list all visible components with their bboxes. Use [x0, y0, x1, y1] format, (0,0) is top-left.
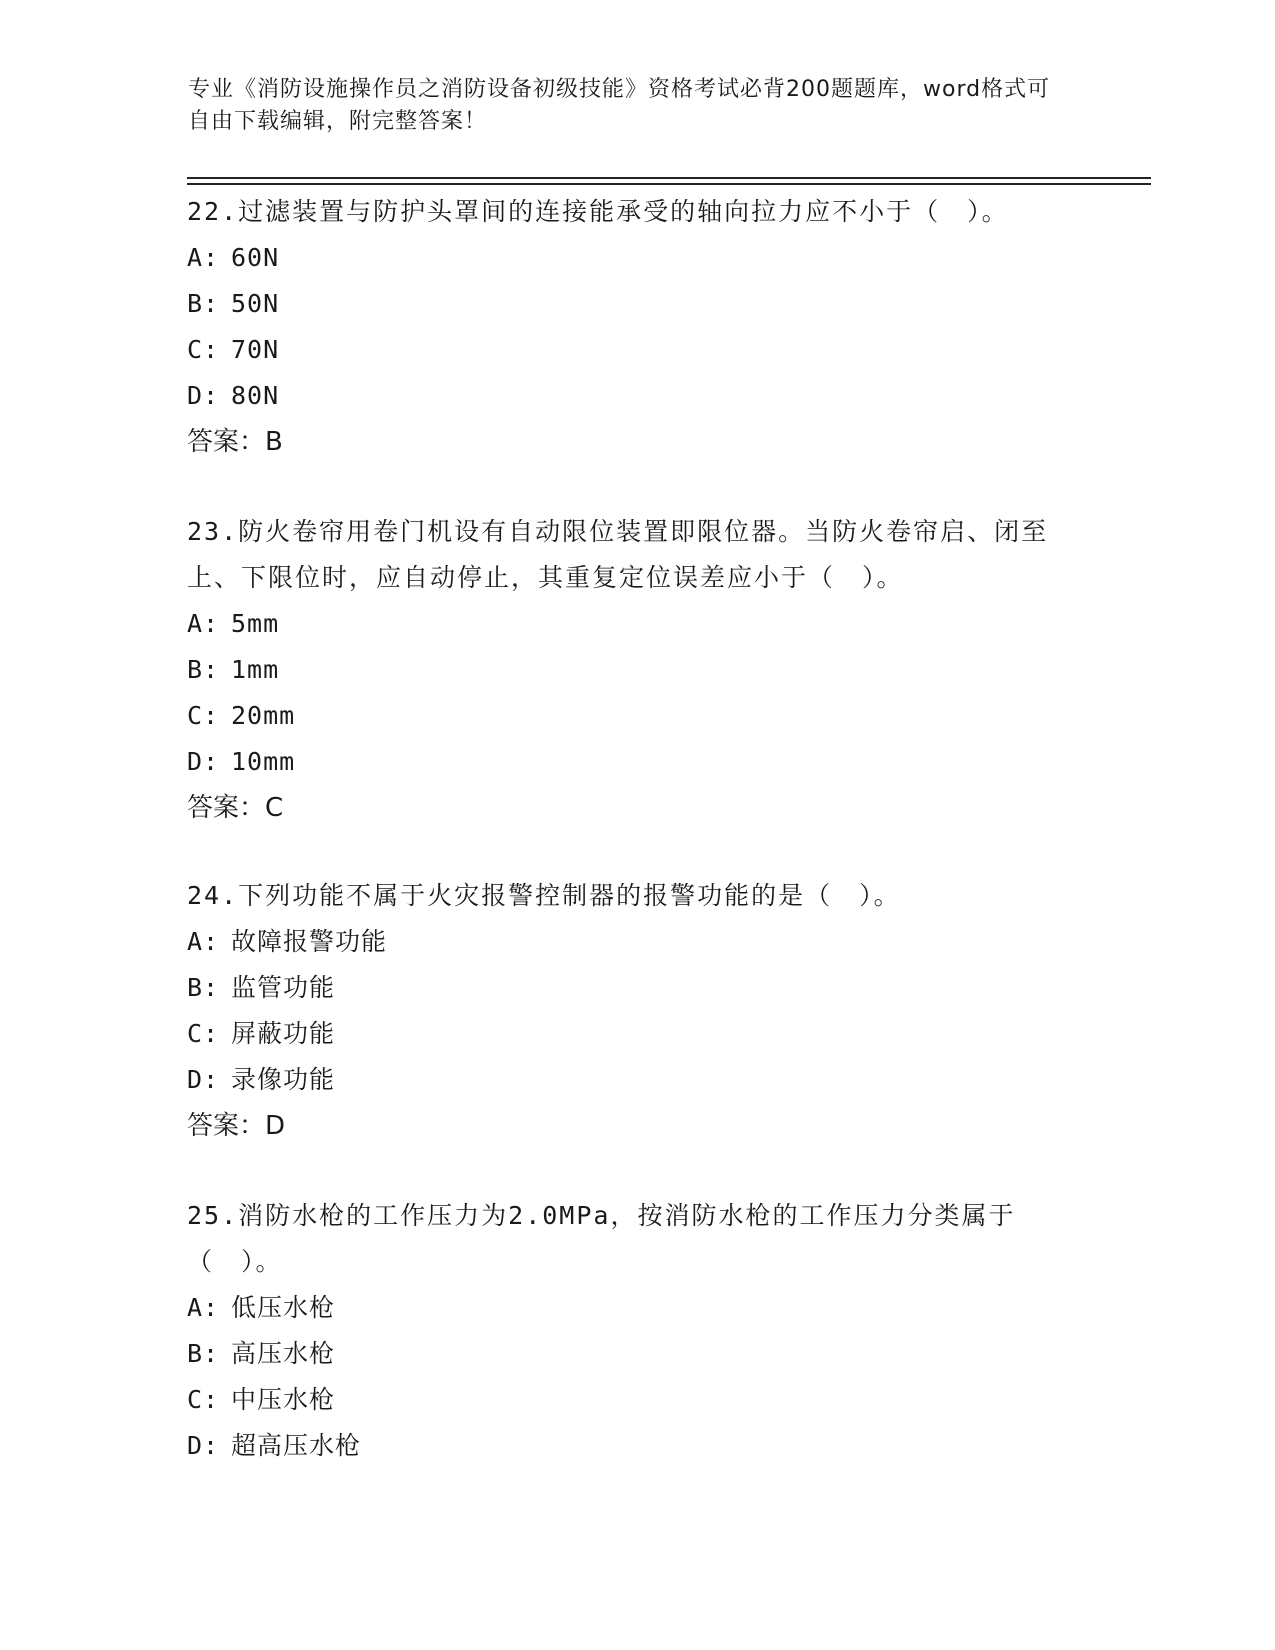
answer-line: 答案：D: [187, 1111, 286, 1141]
option-text: 录像功能: [231, 1065, 336, 1094]
option-a: [187, 919, 1087, 965]
option-text: 80N: [231, 381, 280, 410]
question-stem: 24.下列功能不属于火灾报警控制器的报警功能的是（ ）。: [187, 881, 901, 910]
option-text: 超高压水枪: [231, 1431, 362, 1460]
header-divider-bottom: [187, 183, 1151, 185]
option-c: [187, 693, 1087, 739]
option-letter: D:: [187, 1431, 220, 1460]
option-text: 1mm: [231, 655, 280, 684]
option-d: [187, 373, 1087, 419]
option-text: 中压水枪: [231, 1385, 336, 1414]
question-stem: 22.过滤装置与防护头罩间的连接能承受的轴向拉力应不小于（ ）。: [187, 197, 1009, 226]
option-text: 5mm: [231, 609, 280, 638]
option-b: [187, 1331, 1087, 1377]
option-letter: C:: [187, 1385, 220, 1414]
question-24: [187, 873, 1087, 1149]
question-stem: 25.消防水枪的工作压力为2.0MPa，按消防水枪的工作压力分类属于（ ）。: [187, 1201, 1016, 1276]
option-text: 60N: [231, 243, 280, 272]
option-letter: C:: [187, 1019, 220, 1048]
option-c: [187, 1377, 1087, 1423]
option-letter: D:: [187, 381, 220, 410]
option-letter: B:: [187, 655, 220, 684]
option-letter: D:: [187, 1065, 220, 1094]
option-letter: B:: [187, 1339, 220, 1368]
option-letter: A:: [187, 927, 220, 956]
option-d: [187, 1423, 1087, 1469]
question-25: [187, 1193, 1087, 1469]
option-text: 20mm: [231, 701, 296, 730]
option-b: [187, 965, 1087, 1011]
option-letter: A:: [187, 243, 220, 272]
option-c: [187, 1011, 1087, 1057]
option-text: 监管功能: [231, 973, 336, 1002]
question-23: [187, 509, 1087, 831]
option-text: 高压水枪: [231, 1339, 336, 1368]
option-letter: B:: [187, 289, 220, 318]
option-d: [187, 739, 1087, 785]
document-header: 专业《消防设施操作员之消防设备初级技能》资格考试必背200题题库，word格式可自由下载编辑，附完整答案！: [188, 77, 1051, 134]
option-letter: C:: [187, 701, 220, 730]
answer-line: 答案：B: [187, 427, 283, 457]
option-letter: B:: [187, 973, 220, 1002]
option-text: 10mm: [231, 747, 296, 776]
option-letter: C:: [187, 335, 220, 364]
option-letter: A:: [187, 609, 220, 638]
option-text: 50N: [231, 289, 280, 318]
option-text: 故障报警功能: [231, 927, 388, 956]
option-a: [187, 601, 1087, 647]
question-22: [187, 189, 1087, 465]
option-c: [187, 327, 1087, 373]
option-text: 70N: [231, 335, 280, 364]
option-text: 低压水枪: [231, 1293, 336, 1322]
option-a: [187, 235, 1087, 281]
answer-line: 答案：C: [187, 793, 284, 823]
option-text: 屏蔽功能: [231, 1019, 336, 1048]
question-stem: 23.防火卷帘用卷门机设有自动限位装置即限位器。当防火卷帘启、闭至上、下限位时，应自动停止，其重复定位误差应小于（ ）。: [187, 517, 1049, 592]
header-divider-top: [187, 177, 1151, 179]
option-d: [187, 1057, 1087, 1103]
option-a: [187, 1285, 1087, 1331]
option-letter: A:: [187, 1293, 220, 1322]
option-letter: D:: [187, 747, 220, 776]
option-b: [187, 647, 1087, 693]
option-b: [187, 281, 1087, 327]
